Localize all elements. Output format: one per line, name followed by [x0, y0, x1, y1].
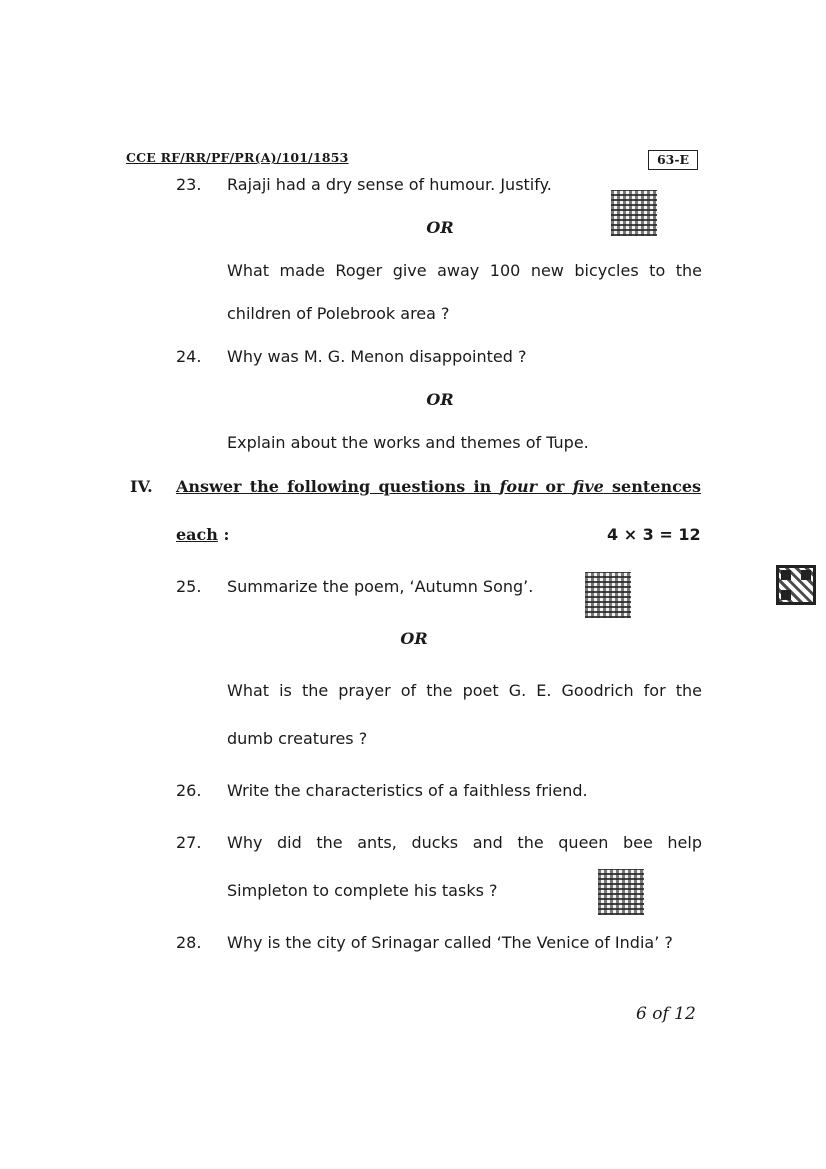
qr-code-icon: [611, 190, 657, 236]
qr-code-icon: [598, 869, 644, 915]
question-number-27: 27.: [176, 833, 202, 852]
section-heading-each: each: [176, 525, 218, 544]
page-number: 6 of 12: [636, 1004, 696, 1024]
section-heading: [176, 477, 701, 496]
or-separator: OR: [426, 218, 454, 237]
side-qr-code-icon: [776, 565, 816, 605]
question-number-23: 23.: [176, 175, 202, 194]
section-heading-five: five: [572, 477, 604, 496]
section-heading-four: four: [499, 477, 538, 496]
question-24-alt-line1: Explain about the works and themes of Tupe.: [227, 433, 589, 452]
question-25-alt-line2: dumb creatures ?: [227, 729, 368, 748]
question-23-text: Rajaji had a dry sense of humour. Justify.: [227, 175, 552, 194]
question-25-alt-line1: What is the prayer of the poet G. E. Goodrich for the: [227, 681, 702, 700]
or-separator: OR: [426, 390, 454, 409]
question-27-line2: Simpleton to complete his tasks ?: [227, 881, 498, 900]
question-23-alt-line1: What made Roger give away 100 new bicycles to the: [227, 261, 702, 280]
question-number-25: 25.: [176, 577, 202, 596]
section-marks: 4 × 3 = 12: [607, 525, 701, 544]
question-23-alt-line2: children of Polebrook area ?: [227, 304, 450, 323]
section-roman-numeral: IV.: [130, 477, 153, 496]
question-26-text: Write the characteristics of a faithless friend.: [227, 781, 588, 800]
section-heading-colon: :: [217, 525, 230, 544]
section-heading-sentences: sentences: [603, 477, 701, 496]
qr-code-icon: [585, 572, 631, 618]
section-heading-or: or: [537, 477, 573, 496]
section-heading-each-line: [176, 525, 229, 544]
question-25-text: Summarize the poem, ‘Autumn Song’.: [227, 577, 534, 596]
question-27-line1: Why did the ants, ducks and the queen bee help: [227, 833, 702, 852]
section-heading-part: Answer the following questions in: [176, 477, 500, 496]
paper-code-box: 63-E: [648, 150, 698, 170]
paper-header-code: CCE RF/RR/PF/PR(A)/101/1853: [126, 150, 349, 165]
question-number-26: 26.: [176, 781, 202, 800]
question-number-24: 24.: [176, 347, 202, 366]
or-separator: OR: [400, 629, 428, 648]
question-28-text: Why is the city of Srinagar called ‘The Venice of India’ ?: [227, 933, 673, 952]
question-24-text: Why was M. G. Menon disappointed ?: [227, 347, 527, 366]
question-number-28: 28.: [176, 933, 202, 952]
